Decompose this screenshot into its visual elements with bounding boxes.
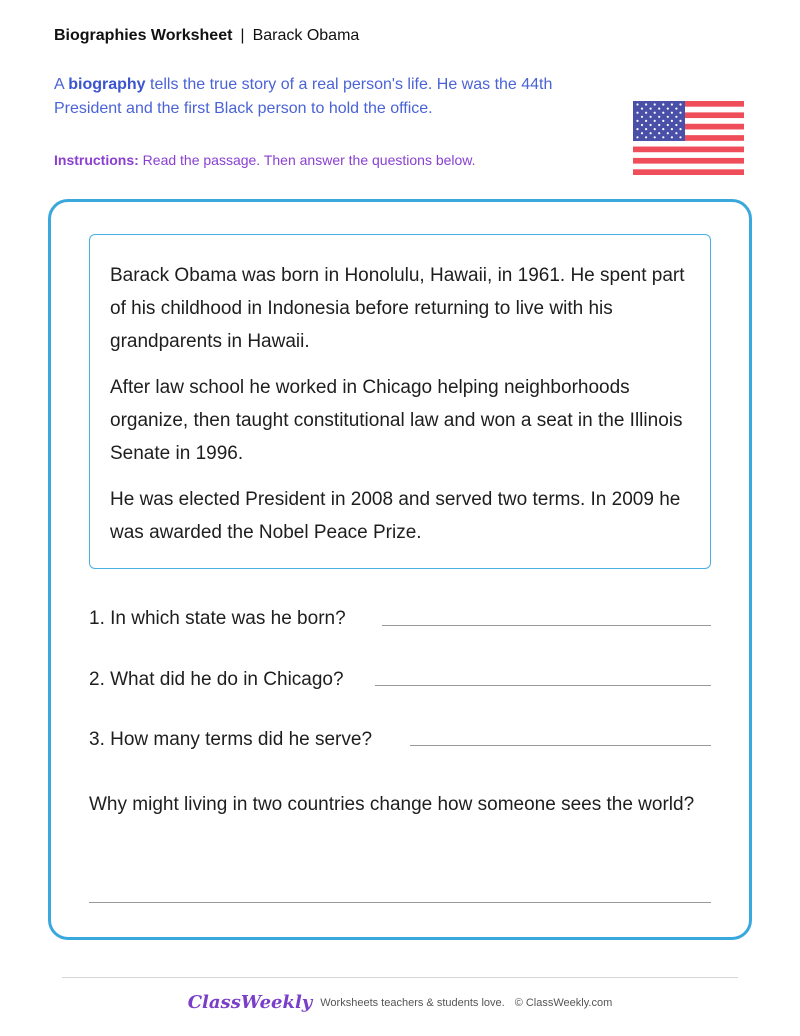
passage-paragraph-2: After law school he worked in Chicago helping neighborhoods organize, then taught constitutional law and won a seat in the Illinois Senate in 1996. xyxy=(110,377,683,464)
open-answer-line[interactable] xyxy=(89,902,711,903)
flag-star xyxy=(654,120,656,122)
header-separator: | xyxy=(240,27,245,44)
intro-text xyxy=(54,73,614,121)
flag-star xyxy=(636,128,638,130)
flag-star xyxy=(671,120,673,122)
answer-line-1[interactable] xyxy=(382,625,711,626)
passage-paragraph-1: Barack Obama was born in Honolulu, Hawaii, in 1961. He spent part of his childhood in Indonesia before returning to live with his grandparents in Hawaii. xyxy=(110,265,685,352)
footer-copyright: © ClassWeekly.com xyxy=(514,996,613,1009)
reading-passage xyxy=(89,234,711,569)
worksheet-header xyxy=(54,27,359,45)
flag-star xyxy=(662,120,664,122)
flag-star xyxy=(679,128,681,130)
flag-star xyxy=(636,120,638,122)
flag-star xyxy=(671,112,673,114)
flag-star xyxy=(658,116,660,118)
flag-star xyxy=(671,136,673,138)
flag-star xyxy=(645,136,647,138)
flag-star xyxy=(667,116,669,118)
flag-star xyxy=(667,108,669,110)
flag-star xyxy=(645,120,647,122)
brand-logo: ClassWeekly xyxy=(187,992,313,1013)
flag-star xyxy=(654,128,656,130)
worksheet-subject: Barack Obama xyxy=(252,27,360,44)
flag-star xyxy=(662,128,664,130)
flag-star xyxy=(667,132,669,134)
flag-star xyxy=(641,116,643,118)
flag-star xyxy=(645,112,647,114)
flag-star xyxy=(658,132,660,134)
footer-tagline: Worksheets teachers & students love. xyxy=(320,996,505,1009)
flag-star xyxy=(662,136,664,138)
answer-line-3[interactable] xyxy=(410,745,711,746)
flag-star xyxy=(645,103,647,105)
flag-star xyxy=(671,128,673,130)
flag-star xyxy=(641,108,643,110)
worksheet-title: Biographies Worksheet xyxy=(54,27,233,44)
flag-star xyxy=(679,112,681,114)
flag-star xyxy=(654,136,656,138)
flag-star xyxy=(658,108,660,110)
flag-star xyxy=(650,108,652,110)
flag-stripe xyxy=(633,147,744,153)
question-3: 3. How many terms did he serve? xyxy=(89,729,373,750)
passage-paragraph-3: He was elected President in 2008 and served two terms. In 2009 he was awarded the Nobel Peace Prize. xyxy=(110,489,681,543)
footer-divider xyxy=(62,977,738,978)
flag-star xyxy=(645,128,647,130)
flag-star xyxy=(650,132,652,134)
flag-star xyxy=(675,132,677,134)
question-1: 1. In which state was he born? xyxy=(89,608,346,629)
flag-star xyxy=(679,103,681,105)
flag-star xyxy=(679,120,681,122)
flag-star xyxy=(650,124,652,126)
flag-star xyxy=(650,116,652,118)
flag-stripe xyxy=(633,169,744,175)
flag-star xyxy=(641,124,643,126)
flag-star xyxy=(636,103,638,105)
flag-star xyxy=(654,112,656,114)
intro-keyword: biography xyxy=(68,76,146,93)
instructions-text: Read the passage. Then answer the questions below. xyxy=(138,152,476,168)
answer-line-2[interactable] xyxy=(375,685,711,686)
intro-rest: tells the true story of a real person's life. He was the 44th President and the first Black person to hold the office. xyxy=(54,76,553,117)
question-2: 2. What did he do in Chicago? xyxy=(89,669,344,690)
flag-star xyxy=(675,116,677,118)
flag-star xyxy=(662,112,664,114)
flag-star xyxy=(636,112,638,114)
flag-star xyxy=(662,103,664,105)
flag-star xyxy=(658,124,660,126)
open-question: Why might living in two countries change how someone sees the world? xyxy=(89,794,695,815)
flag-star xyxy=(641,132,643,134)
flag-star xyxy=(667,124,669,126)
instructions-label: Instructions: xyxy=(54,152,139,168)
flag-stripe xyxy=(633,158,744,164)
instructions xyxy=(54,152,476,168)
footer xyxy=(0,992,800,1013)
flag-star xyxy=(636,136,638,138)
flag-star xyxy=(654,103,656,105)
flag-star xyxy=(679,136,681,138)
us-flag-icon xyxy=(633,101,744,175)
intro-prefix: A xyxy=(54,76,69,93)
flag-star xyxy=(675,108,677,110)
flag-star xyxy=(675,124,677,126)
flag-star xyxy=(671,103,673,105)
